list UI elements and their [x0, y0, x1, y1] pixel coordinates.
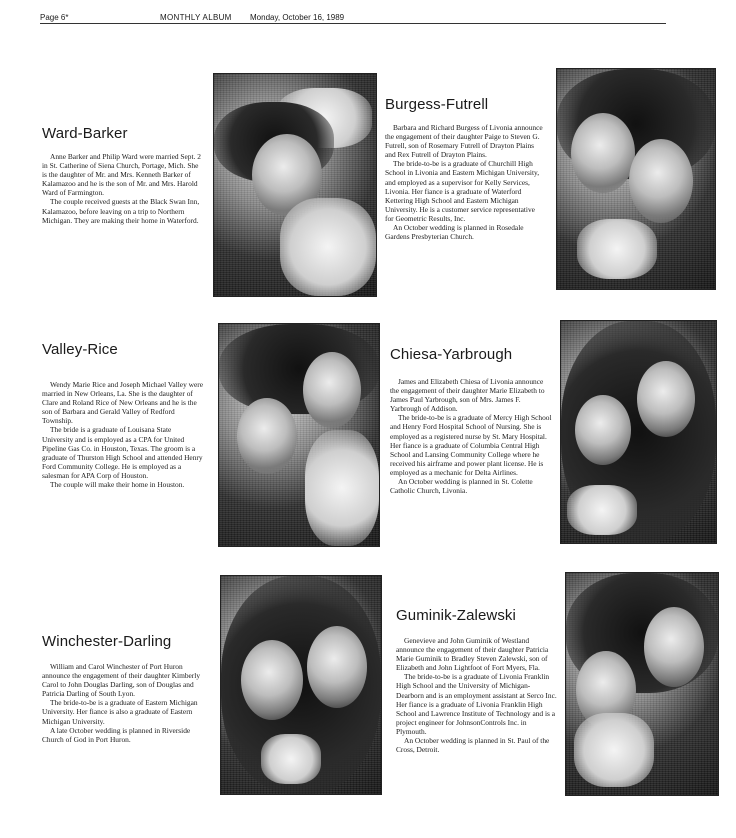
photo-burgess-futrell [556, 68, 716, 290]
paragraph: The bride is a graduate of Louisana State University and is employed as a CPA for United Pipeline Gas Co. in Houston, Texas. The groom is a graduate of Thurston High School and attended Henry Ford Community College. He is employed as a salesman for APA Corp of Houston. [42, 425, 203, 480]
paragraph: The bride-to-be is a graduate of Mercy High School and Henry Ford Hospital School of Nursing. She is employed as a registered nurse by St. Mary Hospital. Her fiance is a graduate of Columbia Central High School and Lansing Community College where he received his airframe and power plant license. He is employed as a mechanic for Delta Airlines. [390, 413, 552, 477]
paragraph: Anne Barker and Philip Ward were married Sept. 2 in St. Catherine of Siena Church, Portage, Mich. She is the daughter of Mr. and Mrs. Kenneth Barker of Kalamazoo and he is the son of Mr. and Mrs. Harold Ward of Farmington. [42, 152, 201, 198]
article-body-burgess-futrell [385, 123, 545, 241]
paragraph: The couple received guests at the Black Swan Inn, Kalamazoo, before leaving on a trip to Northern Michigan. They are making their home in Waterford. [42, 197, 200, 225]
article-body-guminik-zalewski [396, 636, 558, 754]
page-header [40, 10, 666, 26]
paragraph: An October wedding is planned in St. Paul of the Cross, Detroit. [396, 736, 550, 755]
page-number: Page 6* [40, 13, 69, 22]
article-body-winchester-darling [42, 662, 204, 744]
publication-name: MONTHLY ALBUM [160, 13, 232, 22]
header-rule [40, 23, 666, 24]
paragraph: A late October wedding is planned in Riverside Church of God in Port Huron. [42, 725, 191, 744]
photo-valley-rice [218, 323, 380, 547]
photo-guminik-zalewski [565, 572, 719, 796]
paragraph: The couple will make their home in Houston. [50, 480, 185, 490]
article-title-ward-barker: Ward-Barker [42, 125, 128, 142]
article-body-ward-barker [42, 152, 204, 225]
publication-date: Monday, October 16, 1989 [250, 13, 345, 22]
paragraph: An October wedding is planned in Rosedale Gardens Presbyterian Church. [385, 223, 524, 242]
photo-chiesa-yarbrough [560, 320, 717, 544]
paragraph: The bride-to-be is a graduate of Churchill High School in Livonia and Eastern Michigan University, and employed as a supervisor for Kelly Services, Livonia. Her fiance is a graduate of Waterford Kettering High School and Eastern Michigan University. He is a customer service representative for Geometric Results, Inc. [385, 159, 540, 223]
paragraph: James and Elizabeth Chiesa of Livonia announce the engagement of their daughter Marie Elizabeth to James Paul Yarbrough, son of Mrs. James F. Yarbrough of Addison. [390, 377, 545, 414]
article-title-valley-rice: Valley-Rice [42, 341, 118, 358]
paragraph: William and Carol Winchester of Port Huron announce the engagement of their daughter Kimberly Carol to John Douglas Darling, son of Douglas and Patricia Darling of South Lyon. [42, 662, 201, 699]
article-body-valley-rice [42, 380, 204, 489]
photo-winchester-darling [220, 575, 382, 795]
paragraph: Genevieve and John Guminik of Westland announce the engagement of their daughter Patricia Marie Guminik to Bradley Steven Zalewski, son of Elizabeth and John Lightfoot of Fort Myers, Fla. [396, 636, 549, 673]
article-title-burgess-futrell: Burgess-Futrell [385, 96, 489, 113]
paragraph: An October wedding is planned in St. Colette Catholic Church, Livonia. [390, 477, 533, 496]
photo-ward-barker [213, 73, 377, 297]
paragraph: Barbara and Richard Burgess of Livonia announce the engagement of their daughter Paige to Steven G. Futrell, son of Rosemary Futrell of Drayton Plains and Rex Futrell of Drayton Plains. [385, 123, 543, 160]
paragraph: The bride-to-be is a graduate of Eastern Michigan University. Her fiance is also a graduate of Eastern Michigan University. [42, 698, 198, 726]
article-title-winchester-darling: Winchester-Darling [42, 633, 172, 650]
paragraph: The bride-to-be is a graduate of Livonia Franklin High School and the University of Michigan-Dearborn and is an employment assistant at Serco Inc. Her fiance is a graduate of Livonia Franklin High School and Lawrence Institute of Technology and is a project engineer for JohnsonControls Inc. in Plymouth. [396, 672, 557, 736]
article-title-chiesa-yarbrough: Chiesa-Yarbrough [390, 346, 513, 363]
article-title-guminik-zalewski: Guminik-Zalewski [396, 607, 516, 624]
article-body-chiesa-yarbrough [390, 377, 552, 495]
paragraph: Wendy Marie Rice and Joseph Michael Valley were married in New Orleans, La. She is the daughter of Clare and Roland Rice of New Orleans and he is the son of Barbara and Gerald Valley of Redford Township. [42, 380, 203, 426]
